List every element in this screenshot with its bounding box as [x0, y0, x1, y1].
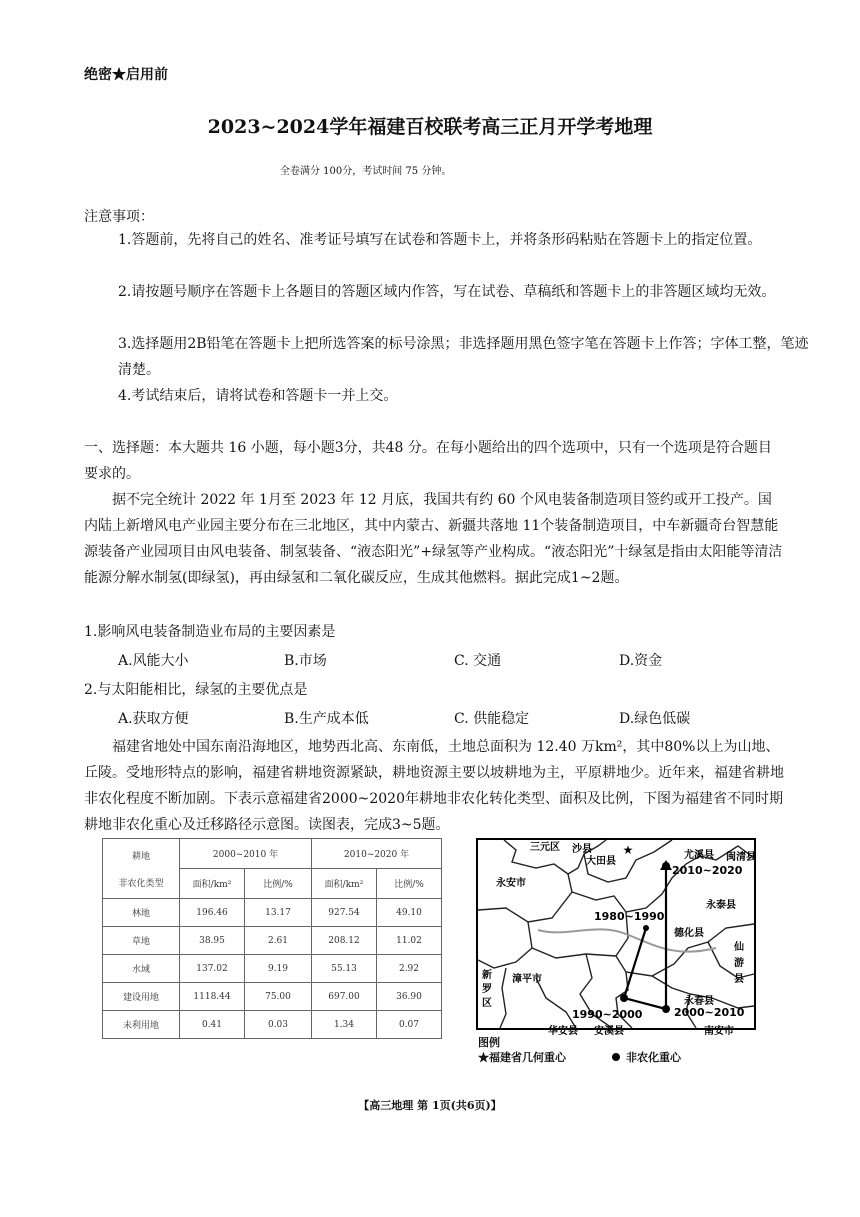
- label-yongchun: 永春县: [684, 996, 714, 1007]
- cell-value: 1.34: [312, 1011, 377, 1039]
- legend-title: 图例: [478, 1036, 500, 1049]
- label-youxi: 尤溪县: [684, 850, 714, 861]
- cell-value: 0.03: [245, 1011, 312, 1039]
- label-yongtai: 永泰县: [706, 900, 736, 911]
- cell-type: 水域: [103, 955, 180, 983]
- cell-value: 75.00: [245, 983, 312, 1011]
- centroid-point-2010-2020: [662, 862, 670, 870]
- table-corner-header: [103, 839, 180, 899]
- option-a[interactable]: A.获取方便: [118, 711, 189, 727]
- cell-value: 2.92: [377, 955, 442, 983]
- cell-type: 林地: [103, 899, 180, 927]
- centroid-point-1990-2000: [620, 994, 628, 1002]
- cell-value: 2.61: [245, 927, 312, 955]
- table-row: [103, 983, 442, 1011]
- option-b[interactable]: B.生产成本低: [284, 711, 369, 727]
- centroid-point-1980-1990: [643, 925, 649, 931]
- option-d[interactable]: D.资金: [619, 653, 663, 669]
- table-period-1: 2000~2010 年: [180, 839, 312, 869]
- option-c[interactable]: C. 供能稳定: [454, 711, 530, 727]
- cell-value: 927.54: [312, 899, 377, 927]
- table-row: [103, 927, 442, 955]
- label-nanan: 南安市: [704, 1026, 734, 1037]
- option-c[interactable]: C. 交通: [454, 653, 502, 669]
- cell-value: 55.13: [312, 955, 377, 983]
- table-corner-label-1: 耕地: [131, 851, 150, 862]
- note-item: 3.选择题用2B铅笔在答题卡上把所选答案的标号涂黑；非选择题用黑色签字笔在答题卡上作答；字体工整，笔迹清楚。: [118, 336, 809, 378]
- option-b[interactable]: B.市场: [284, 653, 327, 669]
- label-zhangping: 漳平市: [512, 974, 542, 985]
- cell-type: 未利用地: [103, 1011, 180, 1039]
- table-row: [103, 899, 442, 927]
- passage-wind-power: 据不完全统计 2022 年 1月至 2023 年 12 月底，我国共有约 60 个风电装备制造项目签约或开工投产。国内陆上新增风电产业园主要分布在三北地区，其中内蒙古、新疆共落地 11个装备制造项目，中车新疆奇台智慧能源装备产业园项目由风电装备、制氢装备、“液态阳光”+绿氢等产业构成。“液态阳光”十绿氢是指由太阳能等清洁能源分解水制氢(即绿氢)，再由绿氢和二氧化碳反应，生成其他燃料。据此完成1~2题。: [84, 492, 783, 586]
- table-corner-label-2: 非农化类型: [118, 878, 164, 889]
- page-footer: 【高三地理 第 1页(共6页)】: [358, 1099, 502, 1112]
- table-row: [103, 955, 442, 983]
- label-anxi: 安溪县: [594, 1026, 624, 1037]
- geometric-center-star-icon: ★: [622, 843, 634, 857]
- table-period-2: 2010~2020 年: [312, 839, 442, 869]
- label-shaxian: 沙县: [572, 844, 592, 855]
- table-col-area: 面积/km²: [180, 869, 245, 899]
- note-item: 1.答题前，先将自己的姓名、准考证号填写在试卷和答题卡上，并将条形码粘贴在答题卡上的指定位置。: [118, 232, 762, 248]
- legend-centroid-item: [612, 1049, 681, 1065]
- label-dehua: 德化县: [674, 928, 704, 939]
- label-huaan: 华安县: [548, 1026, 578, 1037]
- label-period-1990-2000: 1990~2000: [572, 1008, 643, 1021]
- cell-type: 草地: [103, 927, 180, 955]
- cell-value: 196.46: [180, 899, 245, 927]
- label-sanyuan: 三元区: [530, 842, 560, 853]
- cell-value: 697.00: [312, 983, 377, 1011]
- question-1-stem: 1.影响风电装备制造业布局的主要因素是: [84, 624, 336, 640]
- label-datian: 大田县: [586, 856, 616, 867]
- label-xinluo-2: 罗: [482, 984, 492, 995]
- confidential-mark: 绝密★启用前: [84, 67, 168, 83]
- cell-value: 1118.44: [180, 983, 245, 1011]
- label-yongan: 永安市: [496, 878, 526, 889]
- centroid-point-2000-2010: [662, 1005, 670, 1013]
- note-item: 2.请按题号顺序在答题卡上各题目的答题区域内作答，写在试卷、草稿纸和答题卡上的非答题区域均无效。: [118, 284, 776, 300]
- table-col-area: 面积/km²: [312, 869, 377, 899]
- label-minqing: 闽清县: [726, 852, 756, 863]
- exam-title: 2023~2024学年福建百校联考高三正月开学考地理: [207, 116, 653, 138]
- label-xianyou-3: 县: [734, 974, 744, 985]
- cell-value: 208.12: [312, 927, 377, 955]
- cell-value: 0.07: [377, 1011, 442, 1039]
- question-2-stem: 2.与太阳能相比，绿氢的主要优点是: [84, 682, 308, 698]
- notes-heading: 注意事项：: [84, 209, 154, 225]
- table-row: [103, 1011, 442, 1039]
- option-a[interactable]: A.风能大小: [118, 653, 189, 669]
- label-xinluo-1: 新: [482, 970, 492, 981]
- cell-value: 137.02: [180, 955, 245, 983]
- cell-value: 11.02: [377, 927, 442, 955]
- label-period-2000-2010: 2000~2010: [674, 1006, 745, 1019]
- cell-value: 0.41: [180, 1011, 245, 1039]
- label-period-1980-1990: 1980~1990: [594, 910, 665, 923]
- centroid-dot-icon: [612, 1053, 620, 1061]
- fujian-centroid-map: [476, 838, 756, 1038]
- label-xinluo-3: 区: [482, 998, 492, 1009]
- section-intro: 一、选择题：本大题共 16 小题，每小题3分，共48 分。在每小题给出的四个选项中，只有一个选项是符合题目要求的。: [84, 440, 772, 482]
- label-period-2010-2020: 2010~2020: [672, 864, 743, 877]
- passage-fujian-farmland: 福建省地处中国东南沿海地区，地势西北高、东南低，土地总面积为 12.40 万km²，其中80%以上为山地、丘陵。受地形特点的影响，福建省耕地资源紧缺，耕地资源主要以坡耕地为主，平原耕地少。近年来，福建省耕地非农化程度不断加剧。下表示意福建省2000~2020年耕地非农化转化类型、面积及比例，下图为福建省不同时期耕地非农化重心及迁移路径示意图。读图表，完成3~5题。: [84, 739, 784, 833]
- note-item: 4.考试结束后，请将试卷和答题卡一并上交。: [118, 388, 398, 404]
- label-xianyou-1: 仙: [734, 942, 744, 953]
- table-col-ratio: 比例/%: [377, 869, 442, 899]
- table-col-ratio: 比例/%: [245, 869, 312, 899]
- cell-value: 9.19: [245, 955, 312, 983]
- cell-value: 38.95: [180, 927, 245, 955]
- label-xianyou-2: 游: [734, 958, 744, 969]
- legend-geometric-center: ★福建省几何重心: [478, 1051, 566, 1064]
- legend-centroid-label: 非农化重心: [626, 1051, 681, 1064]
- option-d[interactable]: D.绿色低碳: [619, 711, 691, 727]
- exam-subtitle: 全卷满分 100分，考试时间 75 分钟。: [280, 166, 452, 177]
- cell-value: 36.90: [377, 983, 442, 1011]
- cell-value: 13.17: [245, 899, 312, 927]
- cell-type: 建设用地: [103, 983, 180, 1011]
- cell-value: 49.10: [377, 899, 442, 927]
- farmland-conversion-table: [102, 838, 442, 1039]
